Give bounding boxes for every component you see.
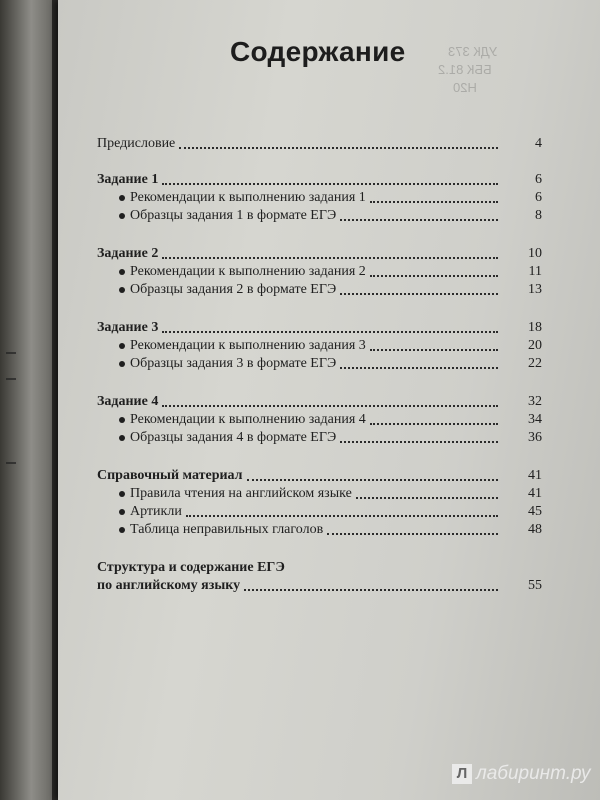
bullet-icon [119, 527, 125, 533]
toc-final-line1[interactable]: Структура и содержание ЕГЭ [97, 560, 285, 575]
toc-label: Задание 2 [97, 246, 159, 261]
toc-label: Образцы задания 2 в формате ЕГЭ [130, 282, 337, 297]
edge-mark [6, 462, 16, 464]
bullet-icon [119, 269, 125, 275]
toc-label: Таблица неправильных глаголов [130, 522, 324, 537]
toc-label: Задание 4 [97, 394, 159, 409]
leader-dots [370, 349, 498, 351]
toc-page: 13 [528, 282, 542, 297]
toc-label: Образцы задания 3 в формате ЕГЭ [130, 356, 337, 371]
toc-page: 10 [528, 246, 542, 261]
toc-label: Рекомендации к выполнению задания 3 [130, 338, 366, 353]
show-through-text: ББК 81.2 [438, 62, 492, 77]
toc-section[interactable] [97, 245, 542, 263]
toc-label: Образцы задания 1 в формате ЕГЭ [130, 208, 337, 223]
toc-page: 36 [528, 430, 542, 445]
toc-subitem[interactable] [97, 263, 542, 281]
toc-section[interactable] [97, 171, 542, 189]
toc-page: 55 [528, 578, 542, 593]
toc-label: Справочный материал [97, 468, 243, 483]
toc-section[interactable] [97, 393, 542, 411]
toc-label: по английскому языку [97, 578, 241, 593]
toc-subitem[interactable] [97, 503, 542, 521]
bullet-icon [119, 287, 125, 293]
watermark [452, 760, 600, 788]
toc-label: Задание 1 [97, 172, 159, 187]
toc-page: 45 [528, 504, 542, 519]
toc-page: 11 [528, 264, 542, 279]
toc-label: Образцы задания 4 в формате ЕГЭ [130, 430, 337, 445]
toc-label: Рекомендации к выполнению задания 1 [130, 190, 366, 205]
leader-dots [186, 515, 498, 517]
toc-subitem[interactable] [97, 207, 542, 225]
leader-dots [162, 331, 498, 333]
leader-dots [179, 147, 498, 149]
toc-page: 18 [528, 320, 542, 335]
leader-dots [370, 275, 498, 277]
leader-dots [340, 293, 498, 295]
toc-page: 4 [535, 136, 542, 151]
bullet-icon [119, 213, 125, 219]
toc-page: 41 [528, 468, 542, 483]
leader-dots [162, 183, 498, 185]
toc-subitem[interactable] [97, 521, 542, 539]
toc-section[interactable] [97, 467, 542, 485]
toc-section[interactable] [97, 319, 542, 337]
bullet-icon [119, 361, 125, 367]
toc-final-line2[interactable] [97, 577, 542, 595]
leader-dots [327, 533, 498, 535]
toc-page: 48 [528, 522, 542, 537]
toc-subitem[interactable] [97, 337, 542, 355]
edge-mark [6, 352, 16, 354]
leader-dots [370, 201, 498, 203]
toc-page: 6 [535, 172, 542, 187]
bullet-icon [119, 491, 125, 497]
leader-dots [356, 497, 498, 499]
leader-dots [340, 441, 498, 443]
bullet-icon [119, 195, 125, 201]
toc-label: Артикли [130, 504, 182, 519]
toc-page: 8 [535, 208, 542, 223]
toc-subitem[interactable] [97, 281, 542, 299]
toc-page: 22 [528, 356, 542, 371]
bullet-icon [119, 343, 125, 349]
toc-label: Правила чтения на английском языке [130, 486, 352, 501]
watermark-text: лабиринт.ру [476, 763, 591, 784]
leader-dots [340, 219, 498, 221]
leader-dots [162, 405, 498, 407]
toc-label: Рекомендации к выполнению задания 2 [130, 264, 366, 279]
toc-subitem[interactable] [97, 485, 542, 503]
toc-subitem[interactable] [97, 189, 542, 207]
edge-mark [6, 378, 16, 380]
show-through-text: УДК 373 [448, 44, 498, 59]
leader-dots [247, 479, 498, 481]
bullet-icon [119, 509, 125, 515]
table-of-contents [97, 135, 542, 595]
show-through-text: Н20 [453, 80, 477, 95]
previous-page-edge [0, 0, 52, 800]
toc-page: 6 [535, 190, 542, 205]
toc-entry-preface[interactable] [97, 135, 542, 153]
toc-label: Рекомендации к выполнению задания 4 [130, 412, 366, 427]
labirint-logo-icon: Л [452, 764, 472, 784]
leader-dots [162, 257, 498, 259]
leader-dots [370, 423, 498, 425]
toc-label: Задание 3 [97, 320, 159, 335]
toc-subitem[interactable] [97, 355, 542, 373]
toc-subitem[interactable] [97, 429, 542, 447]
bullet-icon [119, 435, 125, 441]
leader-dots [340, 367, 498, 369]
toc-page: 41 [528, 486, 542, 501]
toc-page: 34 [528, 412, 542, 427]
toc-page: 20 [528, 338, 542, 353]
toc-page: 32 [528, 394, 542, 409]
toc-subitem[interactable] [97, 411, 542, 429]
toc-label: Предисловие [97, 136, 176, 151]
bullet-icon [119, 417, 125, 423]
leader-dots [244, 589, 498, 591]
page-title: Содержание [230, 36, 406, 67]
